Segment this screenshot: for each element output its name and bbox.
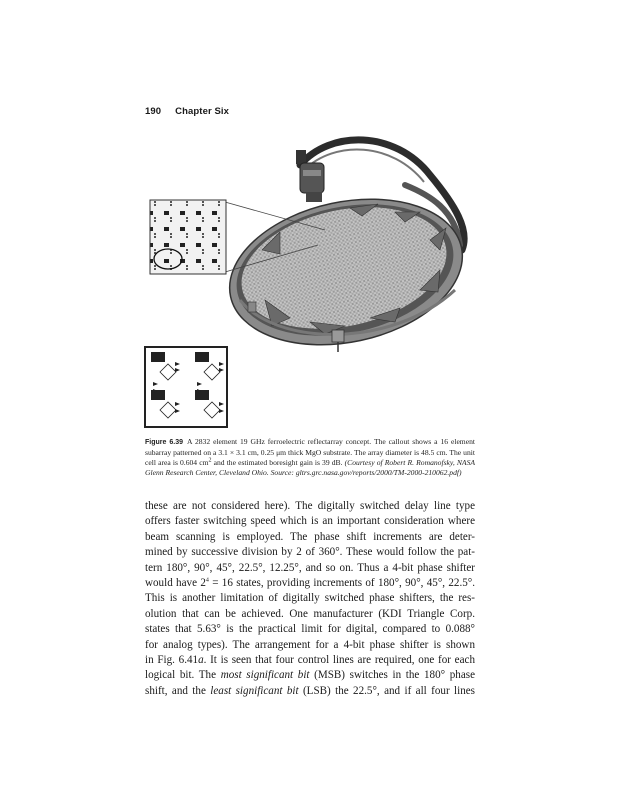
body-line: offers faster switching speed which is an important consideration where bbox=[145, 515, 475, 528]
exponent: 4 bbox=[205, 577, 209, 584]
body-paragraph bbox=[145, 499, 475, 699]
caption-credit: (Courtesy of Robert R. Romanofsky, NASA Glenn Research Center, Cleveland Ohio. Source: gltrs.grc.nasa.gov/reports/2000/TM-2000-210062.pdf) bbox=[145, 458, 476, 477]
chapter-title: Chapter Six bbox=[175, 106, 230, 117]
body-line: beam scanning is employed. The phase shift increments are deter- bbox=[145, 530, 475, 543]
body-line: logical bit. The most significant bit (MSB) switches in the 180° phase bbox=[145, 669, 475, 682]
caption-text-tail: and the estimated boresight gain is 39 dB. bbox=[211, 458, 345, 467]
body-line: would have $2^4 = 16$ states, providing increments of 180°, 90°, 45°, 22.5°. bbox=[145, 577, 475, 590]
emphasis-msb: most significant bit bbox=[220, 669, 310, 682]
body-line: mined by successive division by 2 of 360°. These would follow the pat- bbox=[145, 546, 475, 559]
body-line: This is another limitation of digitally switched phase shifters, the res- bbox=[145, 592, 475, 605]
page-number: 190 bbox=[145, 106, 162, 117]
body-line: for analog types). The arrangement for a 4-bit phase shifter is shown bbox=[145, 638, 475, 651]
body-line: shift, and the least significant bit (LSB) the 22.5°, and if all four lines bbox=[145, 684, 475, 697]
caption-superscript: 2 bbox=[208, 457, 212, 464]
caption-text: A 2832 element 19 GHz ferroelectric reflectarray concept. The callout shows a 16 element subarray patterned on a 3.1 × 3.1 cm, 0.25 μm thick MgO substrate. The array diameter is 48.5 cm. The unit cell area is 0.604 cm bbox=[145, 437, 475, 467]
figure-label: Figure 6.39 bbox=[145, 439, 183, 446]
body-line: in Fig. 6.41a. It is seen that four control lines are required, one for each bbox=[145, 654, 475, 667]
figure-caption bbox=[145, 437, 475, 478]
emphasis-lsb: least significant bit bbox=[210, 684, 299, 697]
body-line: states that 5.63° is the practical limit for digital, compared to 0.088° bbox=[145, 623, 475, 636]
body-line: olution that can be achieved. One manufacturer (KDI Triangle Corp. bbox=[145, 607, 475, 620]
unit-cell-inset bbox=[145, 347, 227, 427]
body-line: these are not considered here). The digitally switched delay line type bbox=[145, 500, 475, 512]
body-line: tern 180°, 90°, 45°, 22.5°, 12.25°, and so on. Thus a 4-bit phase shifter bbox=[145, 561, 475, 574]
subarray-callout bbox=[150, 200, 226, 274]
